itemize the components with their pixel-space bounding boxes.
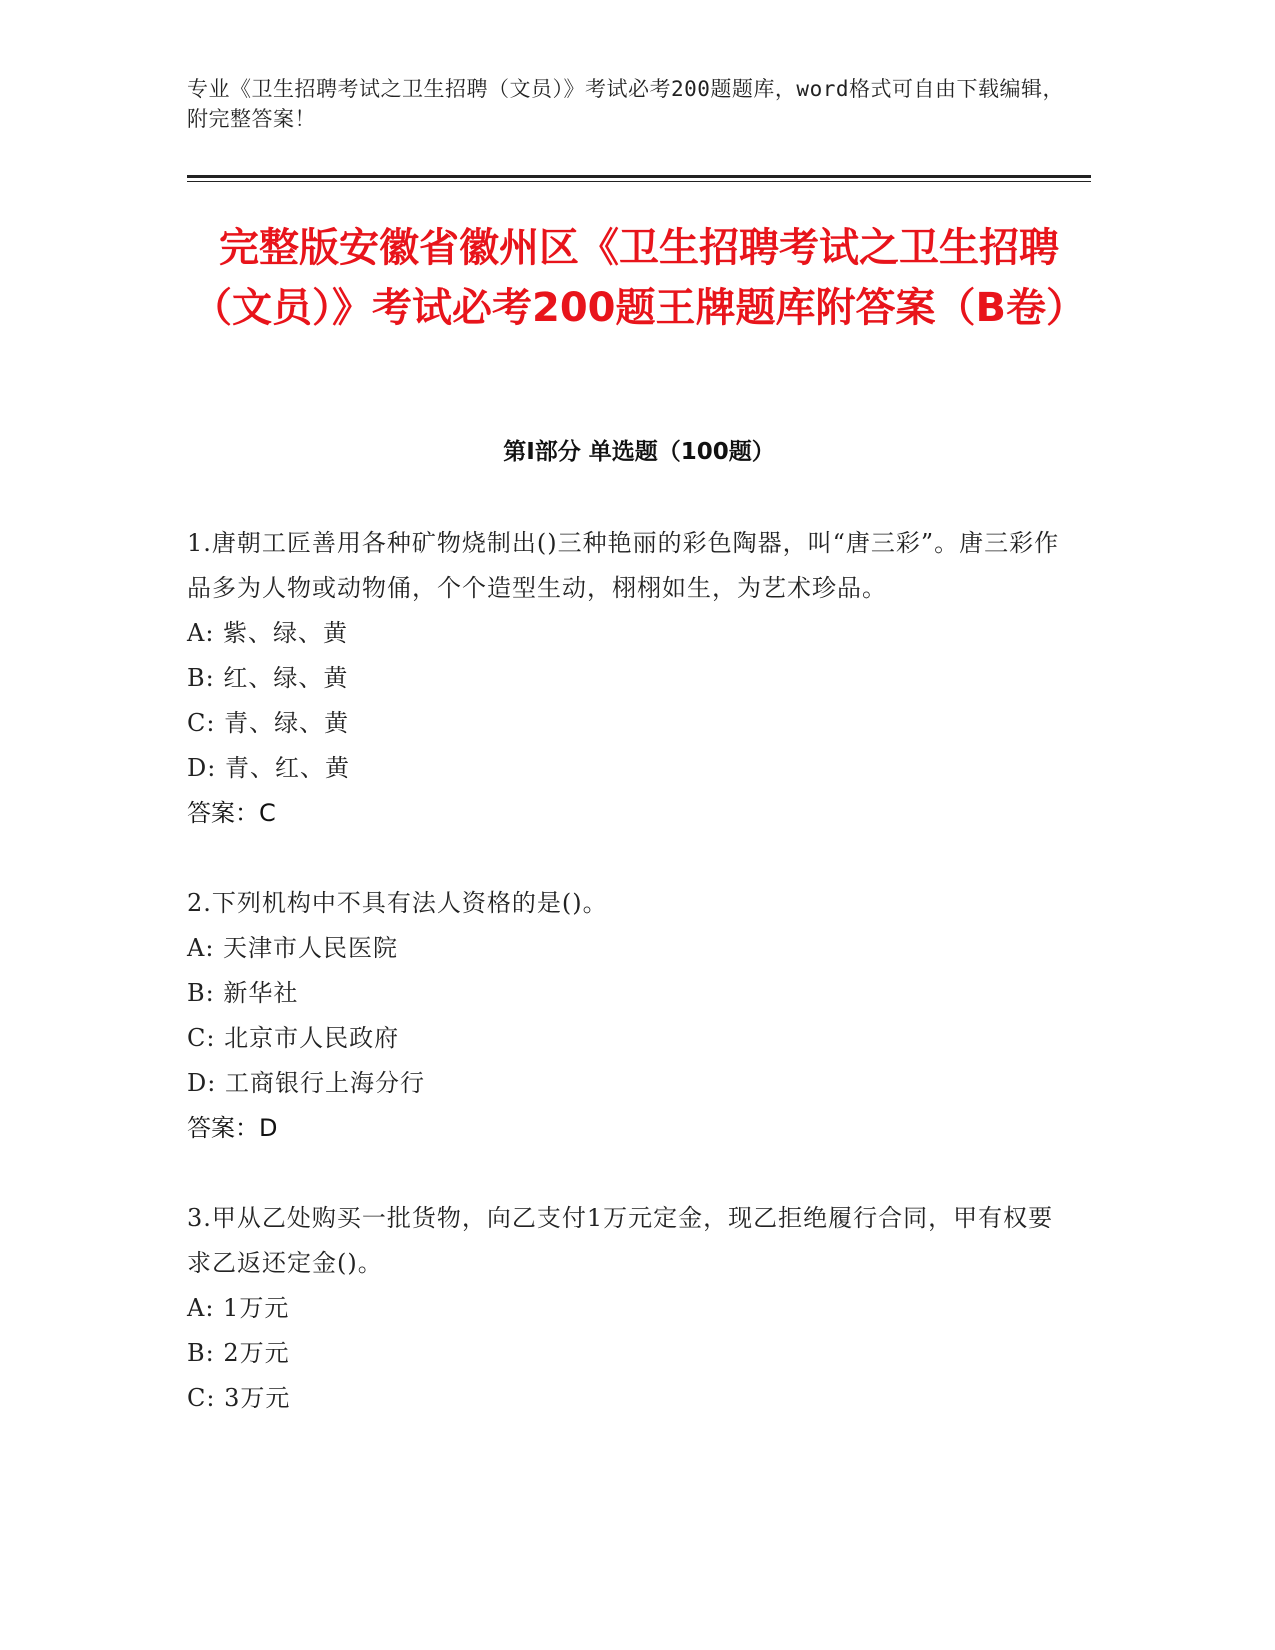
section-title: 第Ⅰ部分 单选题（100题） xyxy=(503,439,775,465)
option-c: C: 青、绿、黄 xyxy=(187,709,350,737)
question-stem: 2.下列机构中不具有法人资格的是()。 xyxy=(187,889,608,917)
question-list xyxy=(187,521,1067,1466)
option-c: C: 北京市人民政府 xyxy=(187,1024,400,1052)
option-a: A: 紫、绿、黄 xyxy=(187,619,349,647)
option-a: A: 天津市人民医院 xyxy=(187,934,399,962)
option-d: D: 青、红、黄 xyxy=(187,754,350,782)
option-a: A: 1万元 xyxy=(187,1294,290,1322)
question-stem: 3.甲从乙处购买一批货物，向乙支付1万元定金，现乙拒绝履行合同，甲有权要求乙返还定金()。 xyxy=(187,1204,1054,1277)
option-d: D: 工商银行上海分行 xyxy=(187,1069,425,1097)
answer-line: 答案：C xyxy=(187,799,276,827)
option-b: B: 新华社 xyxy=(187,979,299,1007)
answer-line: 答案：D xyxy=(187,1114,278,1142)
question-1 xyxy=(187,521,1067,836)
header-divider-thick xyxy=(187,175,1091,178)
question-3 xyxy=(187,1196,1067,1421)
question-2 xyxy=(187,881,1067,1151)
header-divider-thin xyxy=(187,181,1091,182)
header-note: 专业《卫生招聘考试之卫生招聘（文员）》考试必考200题题库，word格式可自由下载编辑，附完整答案！ xyxy=(187,77,1064,131)
option-b: B: 红、绿、黄 xyxy=(187,664,349,692)
option-b: B: 2万元 xyxy=(187,1339,290,1367)
document-title: 完整版安徽省徽州区《卫生招聘考试之卫生招聘（文员）》考试必考200题王牌题库附答案（B卷） xyxy=(192,225,1086,331)
option-c: C: 3万元 xyxy=(187,1384,291,1412)
question-stem: 1.唐朝工匠善用各种矿物烧制出()三种艳丽的彩色陶器，叫“唐三彩”。唐三彩作品多为人物或动物俑，个个造型生动，栩栩如生，为艺术珍品。 xyxy=(187,529,1060,602)
